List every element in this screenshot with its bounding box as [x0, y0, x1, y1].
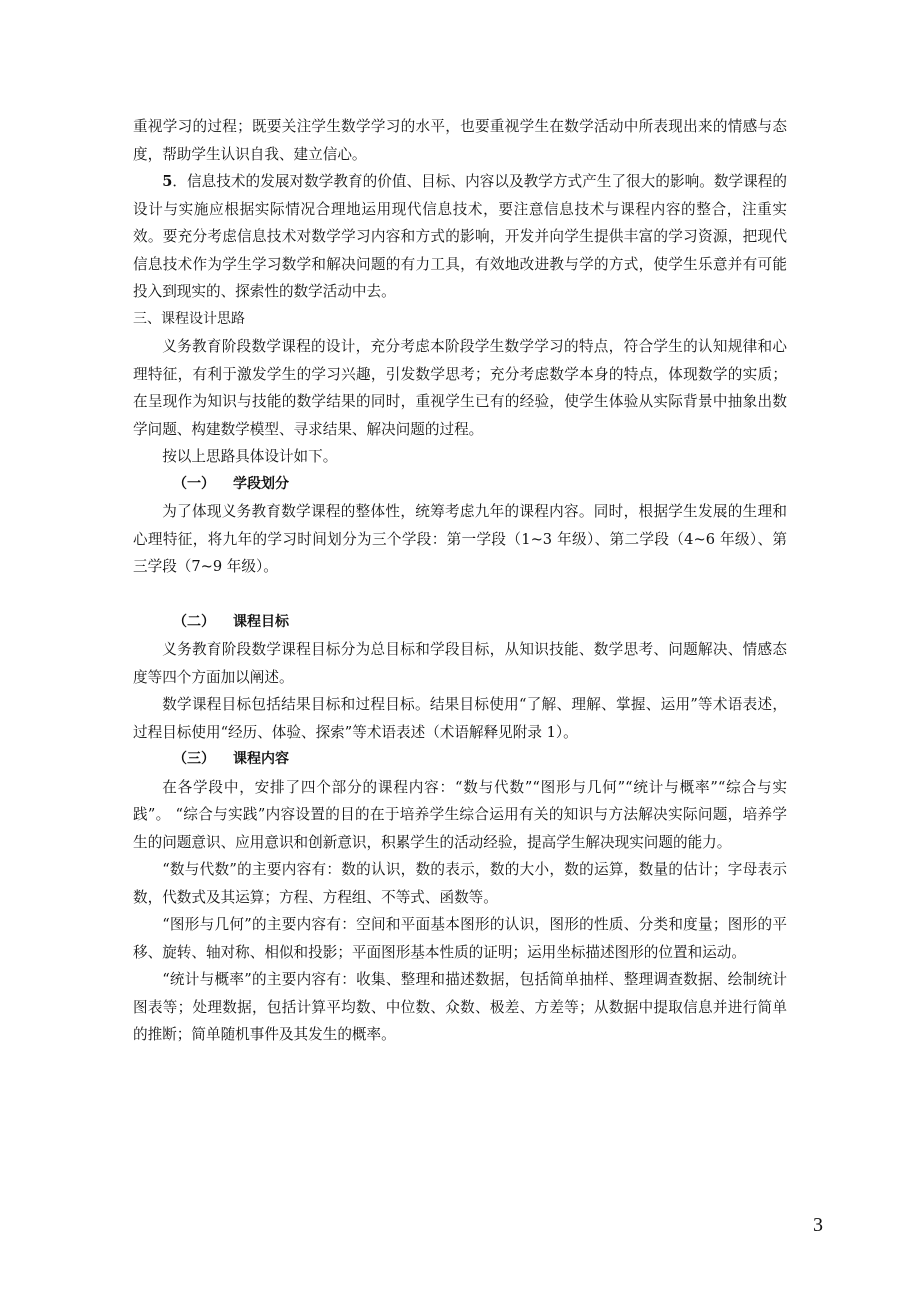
- subsection-title: 课程内容: [233, 751, 289, 767]
- subsection-number: （二）: [173, 613, 215, 630]
- paragraph-information-technology: [133, 168, 787, 306]
- paragraph-goals-types: 数学课程目标包括结果目标和过程目标。结果目标使用“了解、理解、掌握、运用”等术语表述，过程目标使用“经历、体验、探索”等术语表述（术语解释见附录 1）。: [133, 696, 787, 741]
- subsection-number: （一）: [173, 475, 215, 492]
- item-number: 5: [162, 173, 173, 190]
- paragraph-number-algebra: “数与代数”的主要内容有：数的认识，数的表示，数的大小，数的运算，数量的估计；字母表示数，代数式及其运算；方程、方程组、不等式、函数等。: [133, 861, 787, 906]
- subsection-heading-stages: [133, 471, 787, 499]
- paragraph-assessment-end: 重视学习的过程；既要关注学生数学学习的水平，也要重视学生在数学活动中所表现出来的情感与态度，帮助学生认识自我、建立信心。: [133, 118, 787, 163]
- subsection-title: 课程目标: [233, 613, 289, 630]
- subsection-heading-goals: [133, 609, 787, 637]
- subsection-title: 学段划分: [233, 475, 289, 492]
- paragraph-statistics-probability: “统计与概率”的主要内容有：收集、整理和描述数据，包括简单抽样、整理调查数据、绘制统计图表等；处理数据，包括计算平均数、中位数、众数、极差、方差等；从数据中提取信息并进行简单的推断；简单随机事件及其发生的概率。: [133, 971, 787, 1043]
- paragraph-geometry: “图形与几何”的主要内容有：空间和平面基本图形的认识，图形的性质、分类和度量；图形的平移、旋转、轴对称、相似和投影；平面图形基本性质的证明；运用坐标描述图形的位置和运动。: [133, 916, 787, 961]
- page-number: 3: [813, 1214, 823, 1236]
- paragraph-text: ．信息技术的发展对数学教育的价值、目标、内容以及教学方式产生了很大的影响。数学课程的设计与实施应根据实际情况合理地运用现代信息技术，要注意信息技术与课程内容的整合，注重实效。要充分考虑信息技术对数学学习内容和方式的影响，开发并向学生提供丰富的学习资源，把现代信息技术作为学生学习数学和解决问题的有力工具，有效地改进教与学的方式，使学生乐意并有可能投入到现实的、探索性的数学活动中去。: [133, 173, 787, 300]
- paragraph-stage-division: 为了体现义务教育数学课程的整体性，统筹考虑九年的课程内容。同时，根据学生发展的生理和心理特征，将九年的学习时间划分为三个学段：第一学段（1~3 年级）、第二学段（4~6 年级）、第三学段（7~9 年级）。: [133, 503, 787, 575]
- blank-line: [133, 581, 787, 609]
- subsection-number: （三）: [173, 751, 215, 767]
- paragraph-design-intro: 按以上思路具体设计如下。: [162, 448, 338, 465]
- paragraph-design-overview: 义务教育阶段数学课程的设计，充分考虑本阶段学生数学学习的特点，符合学生的认知规律和心理特征，有利于激发学生的学习兴趣，引发数学思考；充分考虑数学本身的特点，体现数学的实质；在呈现作为知识与技能的数学结果的同时，重视学生已有的经验，使学生体验从实际背景中抽象出数学问题、构建数学模型、寻求结果、解决问题的过程。: [133, 338, 787, 438]
- subsection-heading-content: [133, 746, 787, 774]
- paragraph-goals-overview: 义务教育阶段数学课程目标分为总目标和学段目标，从知识技能、数学思考、问题解决、情感态度等四个方面加以阐述。: [133, 641, 787, 686]
- section-title-design-ideas: 三、课程设计思路: [133, 310, 245, 327]
- document-page: [133, 113, 787, 1049]
- paragraph-content-parts: 在各学段中，安排了四个部分的课程内容：“数与代数”“图形与几何”“统计与概率”“综合与实践”。 “综合与实践”内容设置的目的在于培养学生综合运用有关的知识与方法解决实际问题，培养学生的问题意识、应用意识和创新意识，积累学生的活动经验，提高学生解决现实问题的能力。: [133, 778, 787, 851]
